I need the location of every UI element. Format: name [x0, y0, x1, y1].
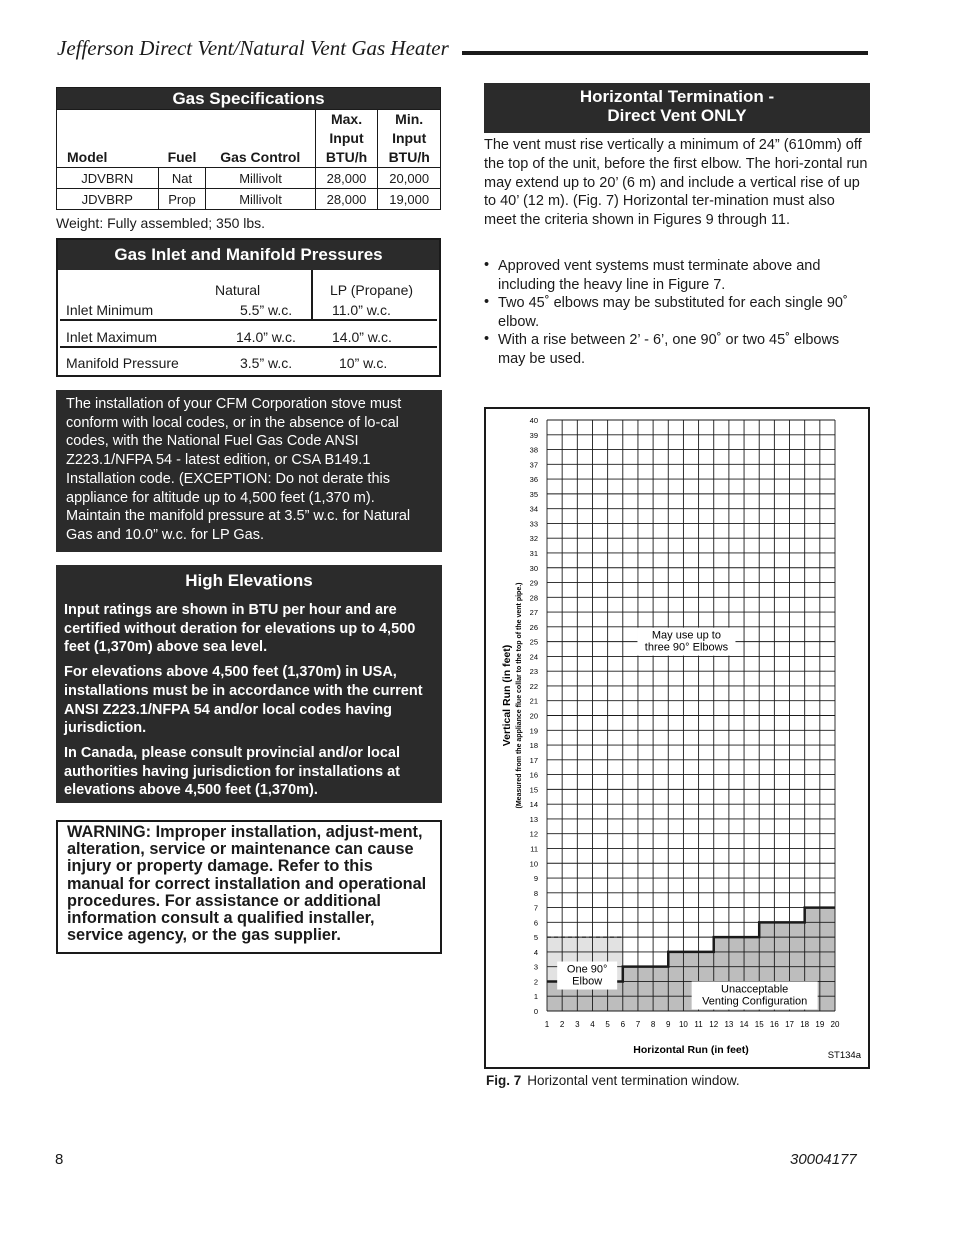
pressures-title: Gas Inlet and Manifold Pressures: [58, 240, 439, 270]
col-fuel: Fuel: [158, 110, 206, 168]
cell-gas-control: Millivolt: [206, 189, 315, 210]
unacceptable-annotation-text: Venting Configuration: [702, 995, 808, 1008]
y-tick-label: 4: [533, 947, 538, 957]
chart-code: ST134a: [827, 1050, 861, 1061]
y-tick-label: 25: [529, 637, 538, 647]
pressures-box: [56, 238, 441, 377]
cell-max-input: 28,000: [315, 168, 378, 189]
y-tick-label: 16: [529, 770, 538, 780]
y-tick-label: 8: [533, 888, 538, 898]
y-tick-label: 31: [529, 548, 538, 558]
x-tick-label: 16: [769, 1020, 779, 1029]
row-manifold-natural: 3.5” w.c.: [240, 355, 293, 371]
y-tick-label: 32: [529, 534, 538, 544]
bullet-list: [484, 257, 870, 369]
cell-fuel: Nat: [158, 168, 206, 189]
x-tick-label: 14: [739, 1020, 749, 1029]
document-number: 30004177: [790, 1151, 857, 1168]
cell-min-input: 19,000: [378, 189, 441, 210]
cell-min-input: 20,000: [378, 168, 441, 189]
x-tick-label: 9: [666, 1020, 671, 1029]
row-inlet-max-lp: 14.0” w.c.: [332, 329, 392, 345]
y-axis-subtitle: (Measured from the appliance flue collar to the top of the vent pipe.): [516, 582, 523, 809]
horizontal-termination-body: The vent must rise vertically a minimum of 24” (610mm) off the top of the unit, before the first elbow. The hori-zontal run may extend up to 20’ (6 m) and include a vertical rise of up to 40’ (12 m). (Fig. 7) Horizontal ter-mination must also meet the criteria shown in Figures 9 through 11.: [484, 137, 868, 229]
page-number: 8: [55, 1151, 64, 1168]
high-elevations-paragraph: In Canada, please consult provincial and/or local authorities having jurisdiction for installations at elevations above 4,500 feet (1,370m).: [64, 744, 401, 799]
y-tick-label: 38: [529, 445, 538, 455]
y-tick-label: 18: [529, 741, 538, 751]
y-tick-label: 9: [533, 874, 538, 884]
x-tick-label: 19: [815, 1020, 825, 1029]
x-tick-label: 11: [694, 1020, 703, 1029]
high-elevations-title: High Elevations: [185, 571, 313, 590]
row-inlet-min-lp: 11.0” w.c.: [332, 302, 391, 318]
list-item: • Approved vent systems must terminate above and including the heavy line in Figure 7.: [484, 257, 821, 293]
one-elbow-annotation-text: Elbow: [572, 975, 603, 988]
y-tick-label: 17: [529, 755, 538, 765]
x-tick-label: 20: [830, 1020, 840, 1029]
y-tick-label: 12: [529, 829, 538, 839]
y-tick-label: 26: [529, 622, 538, 632]
y-tick-label: 37: [529, 460, 538, 470]
x-tick-label: 1: [544, 1020, 550, 1029]
y-tick-label: 2: [533, 977, 538, 987]
y-tick-label: 22: [529, 681, 538, 691]
table-row: [57, 189, 441, 210]
y-tick-label: 36: [529, 475, 538, 485]
installation-note: The installation of your CFM Corporation stove must conform with local codes, or in the absence of lo-cal codes, with the National Fuel Gas Code ANSI Z223.1/NFPA 54 - latest edition, or CSA B149.1 Installation code. (EXCEPTION: Do not derate this appliance for altitude up to 4,500 feet (1,370 m). Maintain the manifold pressure at 3.5” w.c. for Natural Gas and 10.0” w.c. for LP Gas.: [56, 390, 442, 552]
header-title: Jefferson Direct Vent/Natural Vent Gas Heater: [57, 36, 449, 60]
row-inlet-min-label: Inlet Minimum: [66, 302, 154, 318]
column-divider: [311, 270, 313, 321]
y-tick-label: 33: [529, 519, 538, 529]
high-elevations-box: [56, 565, 442, 803]
y-tick-label: 34: [529, 504, 538, 514]
gas-specs-title: Gas Specifications: [57, 88, 441, 110]
col-gas-control: Gas Control: [206, 110, 315, 168]
y-tick-label: 3: [533, 962, 538, 972]
x-tick-label: 12: [709, 1020, 719, 1029]
cell-gas-control: Millivolt: [206, 168, 315, 189]
weight-note: Weight: Fully assembled; 350 lbs.: [56, 215, 266, 231]
col-max-input: Max. Input BTU/h: [315, 110, 378, 168]
x-tick-label: 17: [785, 1020, 794, 1029]
cell-model: JDVBRP: [57, 189, 159, 210]
y-tick-label: 0: [533, 1007, 538, 1016]
col-model: Model: [57, 110, 159, 168]
row-inlet-min-natural: 5.5” w.c.: [240, 302, 293, 318]
vent-termination-chart: [484, 407, 870, 1069]
horizontal-termination-title: Horizontal Termination - Direct Vent ONLY: [484, 83, 870, 133]
y-tick-label: 14: [529, 800, 538, 810]
col-natural: Natural: [215, 282, 261, 298]
upper-annotation-text: May use up to: [651, 629, 721, 642]
y-axis-title: Vertical Run (in feet): [501, 644, 513, 747]
unacceptable-annotation-text: Unacceptable: [721, 983, 789, 996]
y-tick-label: 10: [529, 859, 538, 869]
high-elevations-paragraph: For elevations above 4,500 feet (1,370m) in USA, installations must be in accordance with the current ANSI Z223.1/NFPA 54 and/or local codes having jurisdiction.: [64, 664, 423, 737]
chart-svg: [486, 409, 867, 1066]
y-tick-label: 7: [533, 903, 538, 913]
row-divider: [60, 346, 437, 348]
list-item: • Two 45˚ elbows may be substituted for each single 90˚ elbow.: [484, 294, 848, 330]
figure-caption: Fig. 7 Horizontal vent termination window.: [486, 1073, 740, 1088]
figure-label: Fig. 7: [486, 1073, 522, 1088]
y-tick-label: 28: [529, 593, 538, 603]
y-tick-label: 11: [530, 844, 538, 854]
col-min-input: Min. Input BTU/h: [378, 110, 441, 168]
y-tick-label: 5: [533, 933, 538, 943]
row-manifold-lp: 10” w.c.: [339, 355, 388, 371]
row-inlet-max-natural: 14.0” w.c.: [236, 329, 296, 345]
y-tick-label: 27: [529, 608, 538, 618]
cell-max-input: 28,000: [315, 189, 378, 210]
table-row: [57, 168, 441, 189]
cell-model: JDVBRN: [57, 168, 159, 189]
y-tick-label: 29: [529, 578, 538, 588]
y-tick-label: 19: [529, 726, 538, 736]
x-tick-label: 3: [575, 1020, 580, 1029]
x-tick-label: 10: [678, 1020, 688, 1029]
x-axis-title: Horizontal Run (in feet): [633, 1044, 749, 1056]
high-elevations-paragraph: Input ratings are shown in BTU per hour and are certified without deration for elevations up to 4,500 feet (1,370m) above sea level.: [64, 602, 416, 656]
x-tick-label: 13: [724, 1020, 734, 1029]
col-lp: LP (Propane): [330, 282, 414, 298]
warning-box: WARNING: Improper installation, adjust-ment, alteration, service or maintenance can cause injury or property damage. Refer to this manual for correct installation and operational procedures. For assistance or additional information consult a qualified installer, service agency, or the gas supplier.: [56, 820, 442, 954]
y-tick-label: 30: [529, 563, 538, 573]
x-tick-label: 2: [559, 1020, 565, 1029]
list-item: • With a rise between 2’ - 6’, one 90˚ or two 45˚ elbows may be used.: [484, 331, 840, 367]
x-tick-label: 5: [605, 1020, 610, 1029]
y-tick-label: 24: [529, 652, 538, 662]
gas-specs-table: [56, 87, 441, 210]
x-tick-label: 8: [650, 1020, 656, 1029]
x-tick-label: 18: [800, 1020, 810, 1029]
y-tick-label: 15: [529, 785, 538, 795]
header-rule: [462, 51, 868, 55]
y-tick-label: 40: [529, 416, 538, 425]
y-tick-label: 6: [533, 918, 538, 928]
y-tick-label: 13: [529, 814, 538, 824]
y-tick-label: 1: [533, 992, 538, 1002]
y-tick-label: 21: [529, 696, 538, 706]
row-manifold-label: Manifold Pressure: [66, 355, 179, 371]
cell-fuel: Prop: [158, 189, 206, 210]
y-tick-label: 20: [529, 711, 538, 721]
y-tick-label: 39: [529, 430, 538, 440]
x-tick-label: 6: [620, 1020, 626, 1029]
y-tick-label: 35: [529, 489, 538, 499]
x-tick-label: 4: [590, 1020, 595, 1029]
x-tick-label: 15: [754, 1020, 764, 1029]
one-elbow-annotation-text: One 90°: [566, 963, 608, 976]
row-inlet-max-label: Inlet Maximum: [66, 329, 158, 345]
x-tick-label: 7: [635, 1020, 641, 1029]
y-tick-label: 23: [529, 667, 538, 677]
row-divider: [60, 319, 437, 321]
upper-annotation-text: three 90° Elbows: [644, 641, 729, 654]
